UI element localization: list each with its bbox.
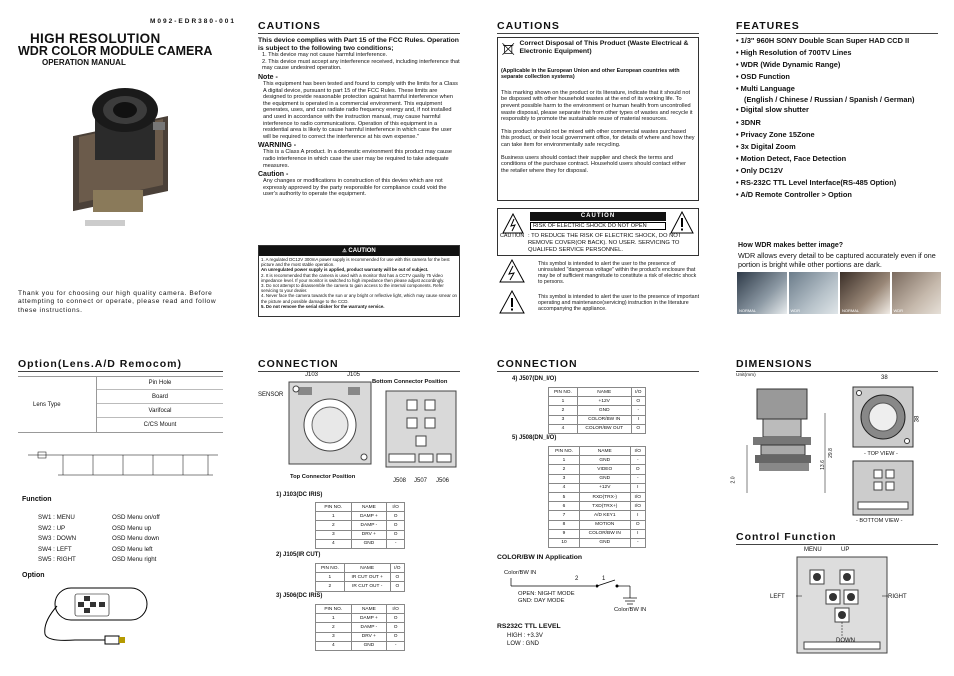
table-cell: 1 (316, 614, 352, 623)
feature-item: • Privacy Zone 15Zone (736, 129, 946, 141)
table-row (316, 530, 405, 539)
table-cell: I (631, 415, 645, 424)
table-cell: NAME (351, 503, 387, 512)
bottom-board-diagram (385, 390, 457, 468)
table-cell: 1 (549, 397, 578, 406)
photo-normal-1: NORMAL (737, 272, 787, 314)
table-cell: PIN NO. (316, 564, 345, 573)
table-cell: O (387, 623, 405, 632)
gnd-mode-label: GND: DAY MODE (518, 598, 565, 604)
lens-item: Board (97, 390, 223, 404)
table-cell: I (630, 483, 645, 492)
table-cell: IR CUT OUT - (344, 582, 390, 591)
cautions-header-1: CAUTIONS (258, 20, 460, 34)
side-view-drawing (733, 383, 843, 503)
feature-item: • Motion Detect, Face Detection (736, 153, 946, 165)
caution-item-5: 5. Do not remove the serial sticker for the warranty service. (261, 303, 385, 309)
weee-box (497, 37, 699, 201)
function-row: SW5 : RIGHT OSD Menu right (38, 556, 157, 563)
table-cell: +12V (577, 397, 631, 406)
rs232-high: HIGH : +3.3V (507, 633, 543, 639)
table-cell: 2 (549, 465, 580, 474)
symbol-2-text: This symbol is intended to alert the user to the presence of important operating and maintenance(servicing) instruction in the literature accompanying the appliance. (538, 294, 700, 312)
caution-item-4: 4. Never face the camera towards the sun or any bright or reflective light, which may cause smear on the picture and possible damage to the CCD. (261, 293, 457, 304)
table-cell: O (631, 397, 645, 406)
connection-header-2: CONNECTION (497, 358, 699, 372)
lens-item: C/CS Mount (143, 422, 177, 428)
colorbw-title: COLOR/BW IN Application (497, 554, 583, 561)
dim-2-0: 2.0 (730, 476, 737, 484)
table-row (316, 641, 405, 650)
caution-box-title: ⚠ CAUTION (259, 246, 459, 256)
table-cell: NAME (344, 564, 390, 573)
table-cell: DRV + (351, 530, 387, 539)
symbol-1-text: This symbol is intended to alert the user to the presence of uninsulated "dangerous voltage" within the product's enclosure that may be of sufficient mangnitude to constitute a risk of electric shock to persons. (538, 261, 697, 285)
table-row (316, 614, 405, 623)
lens-item: Pin Hole (97, 376, 223, 390)
feature-item: • Only DC12V (736, 165, 946, 177)
table-cell: GND (577, 406, 631, 415)
switch-pin-1: 1 (602, 576, 606, 582)
table-cell: I/O (630, 502, 645, 511)
table-row (316, 512, 405, 521)
j105-title: 2) J105(IR CUT) (276, 552, 321, 558)
bottom-view-label: - BOTTOM VIEW - (856, 518, 903, 524)
table-header-row (549, 447, 646, 456)
table-cell: NAME (580, 447, 631, 456)
fcc-condition-2: 2. This device must accept any interference received, including interference that may cause undesired operation. (262, 58, 460, 72)
table-cell: - (387, 539, 405, 548)
table-cell: 4 (316, 641, 352, 650)
table-row (549, 529, 646, 538)
wdr-comparison-photos (737, 272, 941, 314)
table-cell: 7 (549, 511, 580, 520)
table-cell: 2 (549, 406, 578, 415)
table-cell: COLOR/BW OUT (577, 424, 631, 433)
table-cell: I/O (631, 388, 645, 397)
feature-item: • Multi Language (736, 83, 946, 95)
photo-wdr-2: WDR (892, 272, 942, 314)
table-cell: 2 (316, 521, 352, 530)
bottom-connector-label: Bottom Connector Position (372, 379, 448, 385)
bottom-view-drawing (852, 460, 914, 516)
dim-29-8: 29.8 (827, 448, 834, 458)
table-cell: I/O (630, 492, 645, 501)
cautions-header-2: CAUTIONS (497, 20, 699, 34)
fcc-condition-1: 1. This device may not cause harmful interference. (262, 52, 388, 59)
camera-module-photo (55, 70, 185, 235)
table-cell: 8 (549, 520, 580, 529)
table-row (549, 465, 646, 474)
table-cell: O (390, 582, 404, 591)
table-cell: 3 (316, 530, 352, 539)
table-cell: RXD(TRX-) (580, 492, 631, 501)
top-view-label: - TOP VIEW - (864, 451, 898, 457)
control-menu-label: MENU (804, 547, 822, 553)
table-cell: 3 (316, 632, 352, 641)
table-cell: - (630, 456, 645, 465)
lens-item: Varifocal (97, 404, 223, 418)
lightning-triangle-icon (502, 213, 524, 235)
switch-pin-2: 2 (575, 576, 579, 582)
table-cell: A/D KEY1 (580, 511, 631, 520)
table-cell: DAMP - (351, 623, 387, 632)
photo-normal-2: NORMAL (840, 272, 890, 314)
table-cell: DAMP + (351, 614, 387, 623)
table-cell: DAMP - (351, 521, 387, 530)
control-header: Control Function (736, 531, 938, 545)
weee-p2: This product should not be mixed with other commercial wastes purchased this product, or their local government office, for details of where and how they can take item for environmentally safe recycling. (501, 128, 695, 148)
table-cell: GND (580, 474, 631, 483)
j507-table (548, 387, 646, 434)
table-row (549, 406, 646, 415)
top-board-diagram (288, 381, 372, 467)
j508-label: J508 (393, 478, 407, 484)
wdr-question: How WDR makes better image? (738, 242, 844, 249)
table-cell: 10 (549, 538, 580, 547)
intro-text: Thank you for choosing our high quality camera. Before attempting to connect or operate, please read and follow these instructions. (18, 290, 217, 314)
table-cell: 4 (316, 539, 352, 548)
dim-38-height: 38 (914, 415, 921, 423)
feature-item: • 3DNR (736, 117, 946, 129)
table-cell: - (630, 474, 645, 483)
control-down-label: DOWN (836, 638, 855, 644)
table-cell: O (631, 424, 645, 433)
caution-label: Caution - (258, 171, 289, 179)
table-row (316, 573, 405, 582)
function-row: SW3 : DOWN OSD Menu down (38, 535, 160, 542)
photo-wdr-1: WDR (789, 272, 839, 314)
features-list (736, 35, 946, 201)
dimensions-header: DIMENSIONS (736, 358, 938, 372)
j506-table (315, 604, 405, 651)
table-cell: 5 (549, 492, 580, 501)
lens-type-table (18, 376, 223, 433)
weee-sub: (Applicable in the European Union and other European countries with separate collection systems) (501, 68, 680, 81)
table-cell: O (390, 573, 404, 582)
feature-item: • A/D Remote Controller > Option (736, 189, 946, 201)
feature-item: • High Resolution of 700TV Lines (736, 47, 946, 59)
table-row (549, 511, 646, 520)
table-cell: GND (580, 456, 631, 465)
j506-title: 3) J506(DC IRIS) (276, 593, 323, 599)
control-up-label: UP (841, 547, 850, 553)
caution-text: Any changes or modifications in construction of this devies which are not expressly approved by the party responsible for compliance could void the user's authority to operate the equipment. (263, 178, 447, 198)
remote-controller-drawing (35, 582, 155, 652)
table-row (316, 521, 405, 530)
weee-p1: This marking shown on the product or its literature, indicate that it should not be disposed with other household wastes at the end of its working life. To prevent possible harm to the environment or human health from uncontrolled waste disposal, please separate this from other types of wastes and recycle it responsibly to promote the sustainable reuse of material resources. (501, 89, 693, 123)
caution-item-3: 3. Do not attempt to disassemble the camera to gain access to the internal components. Refer servicing to your dealer. (261, 283, 444, 294)
table-cell: 3 (549, 415, 578, 424)
subtitle: OPERATION MANUAL (42, 58, 126, 67)
table-cell: 3 (549, 474, 580, 483)
sensor-label: SENSOR (258, 392, 284, 398)
weee-p3: Business users should contact their supplier and check the terms and conditions of the purchase contract. Household users should contact either the retailer where they for disposal. (501, 154, 687, 174)
feature-lang-detail: (English / Chinese / Russian / Spanish / German) (744, 95, 915, 105)
table-cell: 1 (316, 573, 345, 582)
model-code: M092-EDR380-001 (150, 18, 237, 25)
rs232-title: RS232C TTL LEVEL (497, 623, 561, 630)
table-cell: GND (580, 538, 631, 547)
option-label: Option (22, 572, 45, 579)
j507-label: J507 (414, 478, 428, 484)
table-cell: - (631, 406, 645, 415)
open-mode-label: OPEN: NIGHT MODE (518, 591, 575, 597)
function-row: SW4 : LEFT OSD Menu left (38, 545, 153, 553)
wdr-answer: WDR allows every detail to be captured accurately even if one portion is bright while other portions are dark. (738, 251, 936, 269)
connection-header-1: CONNECTION (258, 358, 460, 372)
table-cell: GND (351, 539, 387, 548)
table-cell: +12V (580, 483, 631, 492)
table-cell: DAMP + (351, 512, 387, 521)
table-row (549, 502, 646, 511)
table-row (549, 538, 646, 547)
table-cell: COLOR/BW IN (577, 415, 631, 424)
unit-label: Unit(mm) (736, 373, 756, 378)
exclamation-triangle-icon (670, 211, 694, 235)
note-text: This equipment has been tested and found to comply with the limits for a Class A digital device, pursuant to part 15 of the FCC Rules. These limits are designed to provide reasonable protection against harmful interference when the equipment is operated in a commercial environment. This equipment generates, uses, and can radiate radio frequency energy and, if not installed and used in accordance with the instruction manual, may cause harmful interference to radio communications. Operation of this equipment in a residential area is likely to cause harmful interference in which case the user will be required to correct the interference at his own expense." (263, 80, 458, 140)
table-cell: 2 (316, 582, 345, 591)
table-row (549, 456, 646, 465)
table-cell: I/O (387, 503, 405, 512)
j103-title: 1) J103(DC IRIS) (276, 492, 323, 498)
control-right-label: RIGHT (888, 594, 907, 600)
lightning-symbol-icon (499, 259, 525, 283)
colorbw-in-label: Color/BW IN (504, 570, 537, 576)
table-cell: NAME (577, 388, 631, 397)
j508-table (548, 446, 646, 548)
table-header-row (316, 564, 405, 573)
table-row (549, 492, 646, 501)
colorbw-in-label-2: Color/BW IN (614, 607, 647, 613)
table-row (549, 424, 646, 433)
table-row (316, 582, 405, 591)
table-row (549, 415, 646, 424)
table-cell: PIN NO. (316, 605, 352, 614)
table-cell: I (630, 511, 645, 520)
table-cell: TXD(TRX+) (580, 502, 631, 511)
caution-item-2: 2. It is recommended that the camera is used with a monitor that has a CCTV quality 75 video impedance level. If your monitor is switched to high impedance then please adjust accordingly. (261, 272, 445, 283)
table-cell: MOTION (580, 520, 631, 529)
table-cell: PIN NO. (549, 447, 580, 456)
rs232-low: LOW : GND (507, 641, 540, 647)
caution-item-1b: An unregulated power supply is applied, product warranty will be out of subject. (261, 267, 429, 273)
exclamation-symbol-icon (499, 290, 525, 314)
table-header-row (316, 503, 405, 512)
table-cell: PIN NO. (316, 503, 352, 512)
table-cell: PIN NO. (549, 388, 578, 397)
table-cell: 6 (549, 502, 580, 511)
j103-label: J103 (305, 372, 319, 378)
table-cell: 2 (316, 623, 352, 632)
option-header: Option(Lens.A/D Remocom) (18, 358, 223, 372)
function-row: SW2 : UP OSD Menu up (38, 524, 152, 532)
shock-sub: RISK OF ELECTRIC SHOCK DO NOT OPEN (530, 222, 666, 230)
lens-type-label: Lens Type (33, 402, 61, 408)
table-cell: I/O (387, 605, 405, 614)
shock-text: : TO REDUCE THE RISK OF ELECTRIC SHOCK, DO NOT REMOVE COVER(OR BACK). NO USER. SERVICING TO QUALIFED SERVICE PERSONNEL. (528, 233, 682, 253)
title-line1: HIGH RESOLUTION (30, 31, 161, 46)
j105-table (315, 563, 405, 592)
feature-item: • OSD Function (736, 71, 946, 83)
table-cell: - (387, 641, 405, 650)
shock-title: CAUTION (530, 212, 666, 221)
j507-title: 4) J507(DN_I/O) (512, 376, 557, 382)
table-cell: VIDEO (580, 465, 631, 474)
table-header-row (316, 605, 405, 614)
table-cell: 1 (316, 512, 352, 521)
table-cell: I (630, 529, 645, 538)
table-cell: 9 (549, 529, 580, 538)
function-row: SW1 : MENU OSD Menu on/off (38, 514, 160, 521)
table-cell: 4 (549, 424, 578, 433)
table-cell: I/O (630, 447, 645, 456)
caution-box (258, 245, 460, 317)
table-cell: O (387, 530, 405, 539)
dim-38-width: 38 (881, 375, 888, 381)
table-cell: O (387, 512, 405, 521)
warning-text: This is a Class A product. In a domestic environment this product may cause radio interference in which case the user may be required to take adequate measures. (263, 149, 453, 169)
title-line2: WDR COLOR MODULE CAMERA (18, 44, 213, 58)
warning-label: WARNING - (258, 142, 297, 150)
top-view-drawing (852, 386, 914, 448)
caution-item-1: 1. A regulated DC12V 300mA power supply is recommended for use with this camera for the best picture and the most stable operation. (261, 257, 450, 268)
fcc-title: This device complies with Part 15 of the FCC Rules. Operation is subject to the following two conditions; (258, 37, 459, 52)
feature-item: • Digital slow shutter (736, 104, 946, 116)
note-label: Note - (258, 73, 278, 81)
table-cell: IR CUT OUT + (344, 573, 390, 582)
top-connector-label: Top Connector Position (290, 474, 356, 480)
table-row (549, 397, 646, 406)
feature-item: • WDR (Wide Dynamic Range) (736, 59, 946, 71)
table-row (316, 623, 405, 632)
table-cell: 4 (549, 483, 580, 492)
shock-warning-box (497, 208, 699, 256)
j105-label: J105 (347, 372, 361, 378)
table-cell: DRV + (351, 632, 387, 641)
function-label: Function (22, 496, 52, 503)
j103-table (315, 502, 405, 549)
table-cell: O (387, 632, 405, 641)
table-cell: GND (351, 641, 387, 650)
remote-circuit-diagram (18, 445, 223, 483)
table-header-row (549, 388, 646, 397)
shock-caution-label: CAUTION (500, 233, 525, 239)
table-cell: O (387, 614, 405, 623)
function-list (38, 514, 218, 567)
table-row (549, 474, 646, 483)
control-left-label: LEFT (770, 594, 785, 600)
table-cell: O (387, 521, 405, 530)
table-cell: O (630, 465, 645, 474)
table-cell: - (630, 538, 645, 547)
table-row (316, 539, 405, 548)
table-row (549, 483, 646, 492)
table-row (549, 520, 646, 529)
wheelie-bin-icon (501, 40, 515, 58)
table-cell: NAME (351, 605, 387, 614)
feature-item: • 1/3" 960H SONY Double Scan Super HAD CCD II (736, 35, 946, 47)
table-cell: O (630, 520, 645, 529)
table-cell: 1 (549, 456, 580, 465)
features-header: FEATURES (736, 20, 938, 34)
feature-item: • 3x Digital Zoom (736, 141, 946, 153)
table-cell: COLOR/BW IN (580, 529, 631, 538)
table-row (316, 632, 405, 641)
dim-13-6: 13.6 (819, 460, 826, 470)
weee-title: Correct Disposal of This Product (Waste Electrical & Electronic Equipment) (519, 40, 689, 55)
table-cell: I/O (390, 564, 404, 573)
j506-label: J506 (436, 478, 450, 484)
feature-item: • RS-232C TTL Level Interface(RS-485 Option) (736, 177, 946, 189)
j508-title: 5) J508(DN_I/O) (512, 435, 557, 441)
